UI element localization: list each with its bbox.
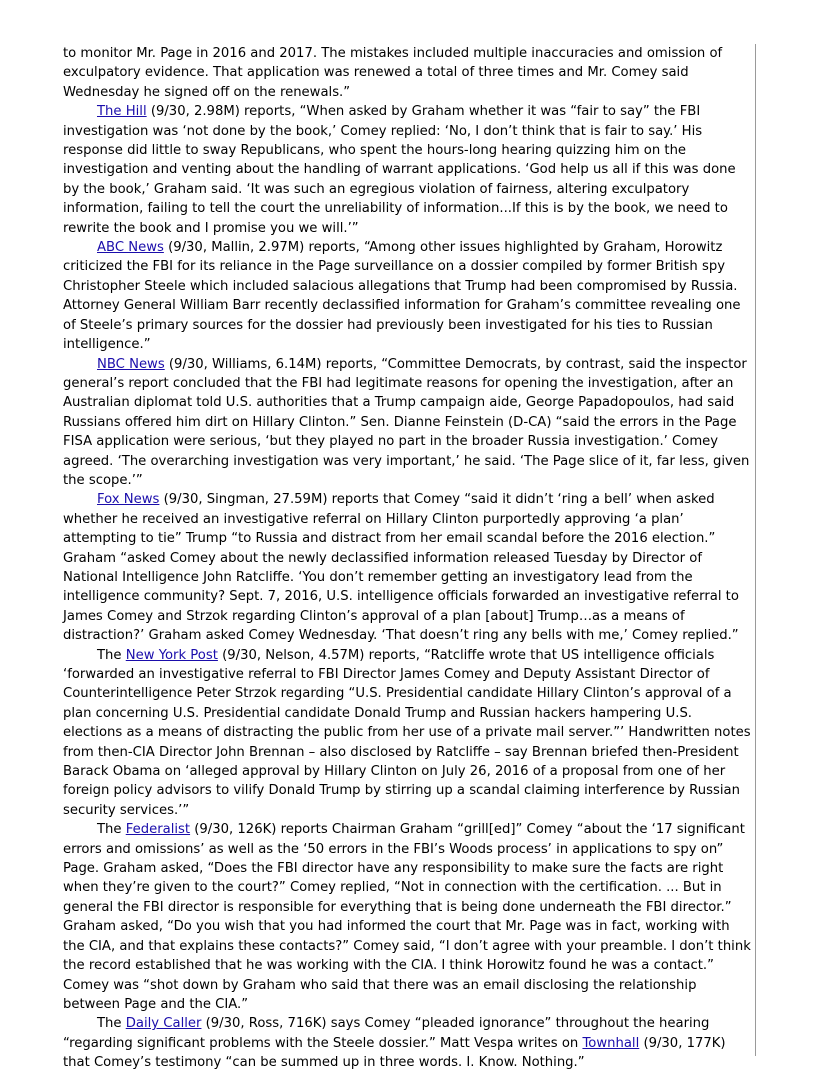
paragraph-text: (9/30, Ross, 716K) says Comey “pleaded ignorance” throughout the hearing “regarding significant problems with the Steele dossier.” Matt Vespa writes on (63, 1016, 710, 1051)
paragraph-text: The (97, 822, 126, 838)
paragraph-abc-news (63, 238, 751, 354)
paragraph-text: The (97, 647, 126, 663)
paragraph-nbc-news (63, 355, 751, 491)
paragraph-text: (9/30, Williams, 6.14M) reports, “Committee Democrats, by contrast, said the inspector general’s report concluded that the FBI had legitimate reasons for opening the investigation, after an Australian diplomat told U.S. authorities that a Trump campaign aide, George Papadopoulos, had said Russians offered him dirt on Hillary Clinton.” Sen. Dianne Feinstein (D-CA) “said the errors in the Page FISA application were serious, ‘but they played no part in the broader Russia investigation.’ Comey agreed. ‘The overarching investigation was very important,’ he said. ‘The Page slice of it, far less, given the scope.’” (63, 356, 750, 488)
paragraph-federalist (63, 820, 751, 1014)
source-link[interactable]: New York Post (125, 647, 218, 663)
paragraph-fox-news (63, 490, 751, 645)
source-link[interactable]: Fox News (97, 492, 160, 508)
source-link[interactable]: Townhall (582, 1035, 640, 1051)
paragraph-text: (9/30, 126K) reports Chairman Graham “grill[ed]” Comey “about the ‘17 significant errors and omissions’ as well as the ‘50 errors in the FBI’s Woods process’ in applications to spy on” Page. Graham asked, “Does the FBI director have any responsibility to make sure the facts are right when they’re given to the court?” Comey replied, “Not in connection with the certification. ... But in general the FBI director is responsible for everything that is being done underneath the FBI director.” Graham asked, “Do you wish that you had informed the court that Mr. Page was in fact, working with the CIA, and that explains these contacts?” Comey said, “I don’t agree with your preamble. I don’t think the record established that he was working with the CIA. I think Horowitz found he was a contact.” Comey was “shot down by Graham who said that there was an email disclosing the relationship between Page and the CIA.” (63, 822, 751, 1012)
paragraph-text: (9/30, Mallin, 2.97M) reports, “Among other issues highlighted by Graham, Horowitz criticized the FBI for its reliance in the Page surveillance on a dossier compiled by former British spy Christopher Steele which included salacious allegations that Trump had been compromised by Russia. Attorney General William Barr recently declassified information for Graham’s committee revealing one of Steele’s primary sources for the dossier had previously been investigated for his ties to Russian intelligence.” (63, 240, 741, 353)
paragraph-the-hill (63, 102, 751, 238)
paragraph-text: to monitor Mr. Page in 2016 and 2017. The mistakes included multiple inaccuracies and omission of exculpatory evidence. That application was renewed a total of three times and Mr. Comey said Wednesday he signed off on the renewals.” (63, 46, 723, 100)
source-link[interactable]: Daily Caller (125, 1016, 202, 1032)
paragraph-new-york-post (63, 646, 751, 821)
source-link[interactable]: ABC News (97, 240, 164, 256)
source-link[interactable]: The Hill (97, 104, 147, 120)
paragraph-continuation (63, 44, 751, 102)
paragraph-text: The (97, 1016, 126, 1032)
paragraph-daily-caller (63, 1014, 751, 1072)
source-link[interactable]: Federalist (125, 822, 191, 838)
paragraph-text: (9/30, 2.98M) reports, “When asked by Graham whether it was “fair to say” the FBI investigation was ‘not done by the book,’ Comey replied: ‘No, I don’t think that is fair to say.’ His response did little to sway Republicans, who spent the hours-long hearing quizzing him on the investigation and venting about the handling of warrant applications. ‘God help us all if this was done by the book,’ Graham said. ‘It was such an egregious violation of fairness, altering exculpatory information, failing to tell the court the unreliability of information...If this is by the book, we need to rewrite the book and I promise you we will.’” (63, 104, 736, 236)
right-margin-rule (755, 44, 756, 1056)
paragraph-text: (9/30, Nelson, 4.57M) reports, “Ratcliffe wrote that US intelligence officials ‘forwarded an investigative referral to FBI Director James Comey and Deputy Assistant Director of Counterintelligence Peter Strzok regarding “U.S. Presidential candidate Hillary Clinton’s approval of a plan concerning U.S. Presidential candidate Donald Trump and Russian hackers hampering U.S. elections as a means of distracting the public from her use of a private mail server.”’ Handwritten notes from then-CIA Director John Brennan – also disclosed by Ratcliffe – say Brennan briefed then-President Barack Obama on ‘alleged approval by Hillary Clinton on July 26, 2016 of a proposal from one of her foreign policy advisors to vilify Donald Trump by stirring up a scandal claiming interference by Russian security services.’” (63, 647, 751, 818)
paragraph-text: (9/30, Singman, 27.59M) reports that Comey “said it didn’t ‘ring a bell’ when asked whether he received an investigative referral on Hillary Clinton purportedly approving ‘a plan’ attempting to tie” Trump “to Russia and distract from her email scandal before the 2016 election.” Graham “asked Comey about the newly declassified information released Tuesday by Director of National Intelligence John Ratcliffe. ‘You don’t remember getting an investigatory lead from the intelligence community? Sept. 7, 2016, U.S. intelligence officials forwarded an investigative referral to James Comey and Strzok regarding Clinton’s approval of a plan [about] Trump…as a means of distraction?’ Graham asked Comey Wednesday. ‘That doesn’t ring any bells with me,’ Comey replied.” (63, 492, 739, 644)
source-link[interactable]: NBC News (97, 356, 165, 372)
paragraph-text: (9/30, 177K) that Comey’s testimony “can be summed up in three words. I. Know. Nothing.” (63, 1035, 726, 1071)
article-text (63, 44, 751, 1073)
